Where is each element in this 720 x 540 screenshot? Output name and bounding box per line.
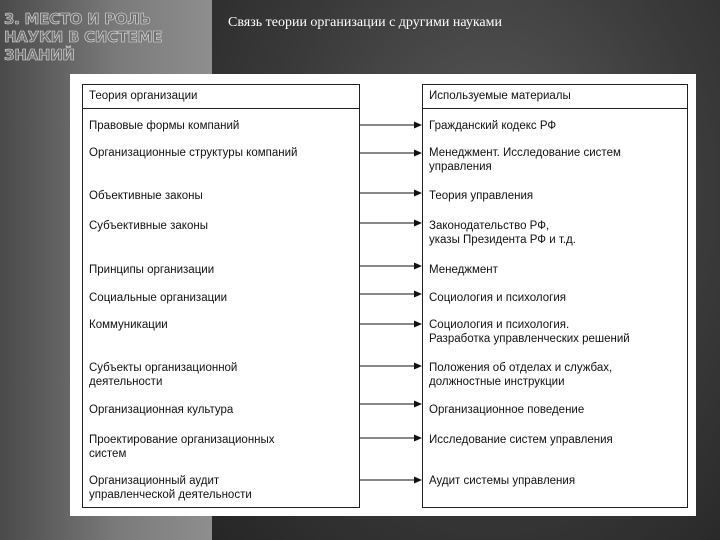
- theory-item-line: деятельности: [89, 376, 163, 388]
- theory-item: [89, 291, 355, 305]
- material-item-line: Социология и психология.: [429, 319, 570, 331]
- materials-column-header: Используемые материалы: [423, 85, 687, 109]
- arrow-right-icon: [360, 476, 422, 484]
- material-item-line: Организационное поведение: [429, 404, 585, 416]
- material-item: [429, 189, 683, 203]
- theory-item-line: управленческой деятельности: [89, 489, 252, 501]
- material-item: [429, 474, 683, 488]
- theory-item-line: Коммуникации: [89, 319, 168, 331]
- material-item: [429, 263, 683, 277]
- theory-column: [82, 84, 360, 508]
- material-item: [429, 361, 683, 389]
- theory-item: [89, 474, 355, 502]
- material-item-line: должностные инструкции: [429, 376, 565, 388]
- theory-item: [89, 361, 355, 389]
- theory-item: [89, 189, 355, 203]
- material-item: [429, 403, 683, 417]
- theory-item: [89, 318, 355, 332]
- material-item-line: указы Президента РФ и т.д.: [429, 234, 576, 246]
- arrow-right-icon: [360, 189, 422, 197]
- theory-item-line: Объективные законы: [89, 190, 203, 202]
- theory-item-line: Организационная культура: [89, 404, 234, 416]
- material-item-line: Аудит системы управления: [429, 475, 576, 487]
- theory-item-line: Организационные структуры компаний: [89, 147, 298, 159]
- theory-item: [89, 263, 355, 277]
- theory-item-line: Субъективные законы: [89, 220, 208, 232]
- material-item-line: Законодательство РФ,: [429, 220, 550, 232]
- theory-item-line: Правовые формы компаний: [89, 120, 240, 132]
- theory-item-line: Проектирование организационных: [89, 434, 275, 446]
- arrow-right-icon: [360, 121, 422, 129]
- theory-item-line: Субъекты организационной: [89, 362, 238, 374]
- materials-column: [422, 84, 688, 508]
- theory-item-line: систем: [89, 448, 127, 460]
- theory-item-line: Организационный аудит: [89, 475, 220, 487]
- material-item: [429, 291, 683, 305]
- arrow-right-icon: [360, 362, 422, 370]
- relations-figure: [70, 74, 696, 516]
- material-item: [429, 219, 683, 247]
- material-item-line: Социология и психология: [429, 292, 566, 304]
- theory-item: [89, 146, 355, 160]
- theory-item: [89, 403, 355, 417]
- theory-item-line: Принципы организации: [89, 264, 215, 276]
- material-item-line: управления: [429, 161, 492, 173]
- arrow-right-icon: [360, 290, 422, 298]
- theory-item-line: Социальные организации: [89, 292, 228, 304]
- material-item: [429, 318, 683, 346]
- material-item-line: Разработка управленческих решений: [429, 333, 630, 345]
- material-item-line: Гражданский кодекс РФ: [429, 120, 557, 132]
- slide-title: 3. МЕСТО И РОЛЬ НАУКИ В СИСТЕМЕ ЗНАНИЙ: [4, 10, 163, 64]
- arrow-right-icon: [360, 434, 422, 442]
- theory-item: [89, 219, 355, 233]
- arrow-right-icon: [360, 149, 422, 157]
- arrow-right-icon: [360, 400, 422, 408]
- material-item: [429, 119, 683, 133]
- theory-column-header: Теория организации: [83, 85, 359, 109]
- arrow-right-icon: [360, 262, 422, 270]
- material-item-line: Положения об отделах и службах,: [429, 362, 613, 374]
- material-item: [429, 433, 683, 447]
- material-item-line: Менеджмент. Исследование систем: [429, 147, 621, 159]
- arrow-right-icon: [360, 320, 422, 328]
- theory-item: [89, 433, 355, 461]
- theory-item: [89, 119, 355, 133]
- slide-subtitle: Связь теории организации с другими науками: [228, 15, 502, 30]
- material-item: [429, 146, 683, 174]
- material-item-line: Теория управления: [429, 190, 534, 202]
- material-item-line: Менеджмент: [429, 264, 498, 276]
- arrow-right-icon: [360, 219, 422, 227]
- material-item-line: Исследование систем управления: [429, 434, 613, 446]
